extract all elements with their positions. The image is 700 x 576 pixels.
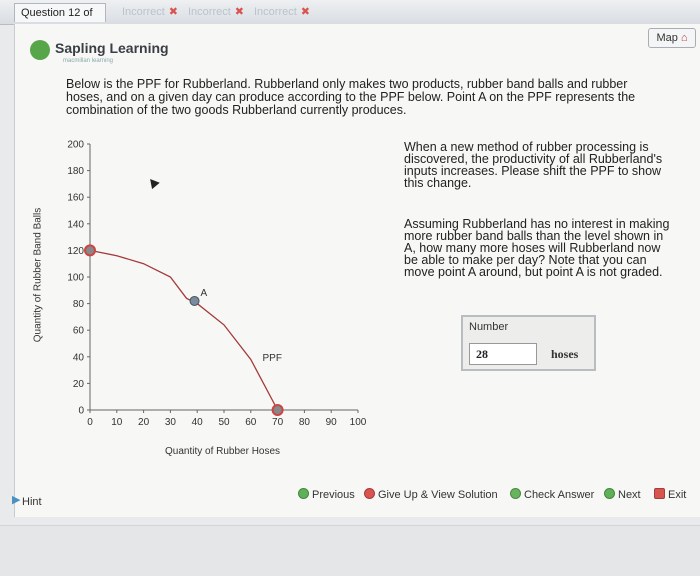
- y-tick-label: 40: [72, 352, 84, 364]
- check-answer-button[interactable]: [510, 488, 594, 502]
- y-tick-label: 20: [72, 378, 84, 390]
- hint-bulb-icon: ▶: [12, 494, 21, 506]
- y-tick-label: 160: [67, 192, 84, 204]
- give-up-label: Give Up & View Solution: [378, 489, 498, 501]
- x-tick-label: 0: [87, 417, 93, 428]
- ppf-series-label: PPF: [262, 352, 282, 364]
- map-label: Map: [656, 32, 678, 44]
- x-tick-label: 40: [191, 417, 203, 428]
- point-a-marker[interactable]: [190, 296, 199, 305]
- next-button[interactable]: [604, 488, 641, 502]
- incorrect-x-icon: ✖: [300, 6, 311, 18]
- instruction-shift-ppf: When a new method of rubber processing is discovered, the productivity of all Rubberland's inputs increases. Please shift the PPF to show this change.: [404, 140, 663, 190]
- previous-label: Previous: [312, 489, 355, 501]
- x-tick-label: 10: [111, 417, 123, 428]
- x-tick-label: 20: [138, 417, 150, 428]
- next-label: Next: [618, 489, 641, 501]
- x-tick-label: 70: [272, 417, 284, 428]
- tab-current-question[interactable]: Question 12 of: [14, 3, 106, 22]
- incorrect-x-icon: ✖: [234, 6, 245, 18]
- x-tick-label: 30: [164, 417, 176, 428]
- x-tick-label: 60: [245, 417, 257, 428]
- y-tick-label: 60: [72, 325, 84, 337]
- y-tick-label: 140: [67, 219, 84, 231]
- exit-button[interactable]: [654, 488, 686, 502]
- check-icon: [510, 488, 521, 499]
- x-tick-label: 80: [298, 417, 310, 428]
- attempt-status: Incorrect: [254, 6, 297, 18]
- answer-label: Number: [469, 321, 509, 333]
- y-tick-label: 80: [72, 299, 84, 311]
- answer-number-input[interactable]: 28: [469, 343, 537, 365]
- give-up-icon: [364, 488, 375, 499]
- ppf-endpoint-handle[interactable]: [273, 405, 283, 415]
- answer-box: [461, 315, 596, 371]
- logo-subtitle: macmillan learning: [63, 58, 114, 64]
- attempt-status: Incorrect: [188, 6, 231, 18]
- incorrect-x-icon: ✖: [168, 6, 179, 18]
- logo-title: Sapling Learning: [55, 40, 169, 56]
- exit-label: Exit: [668, 489, 687, 501]
- previous-icon: [298, 488, 309, 499]
- hint-button[interactable]: Hint: [22, 496, 42, 508]
- x-tick-label: 90: [325, 417, 337, 428]
- give-up-button[interactable]: [364, 488, 498, 502]
- exit-icon: [654, 488, 665, 499]
- y-tick-label: 200: [67, 139, 84, 151]
- instruction-how-many-hoses: Assuming Rubberland has no interest in making more rubber band balls than the level shown in A, how many more hoses will Rubberland now be able to make per day? Note that you can move point A around, but point A is not graded.: [404, 217, 670, 279]
- ppf-endpoint-handle[interactable]: [85, 245, 95, 255]
- map-icon: ⌂: [680, 32, 688, 44]
- y-tick-label: 180: [67, 166, 84, 178]
- bottom-strip: [0, 525, 700, 576]
- y-tick-label: 120: [67, 245, 84, 257]
- next-icon: [604, 488, 615, 499]
- y-tick-label: 0: [78, 405, 84, 417]
- x-tick-label: 100: [349, 417, 367, 428]
- y-axis-label: Quantity of Rubber Band Balls: [32, 207, 44, 343]
- question-intro: Below is the PPF for Rubberland. Rubberland only makes two products, rubber band balls and rubber hoses, and on a given day can produce according to the PPF below. Point A on the PPF represents the combination of the two goods Rubberland currently produces.: [66, 77, 636, 117]
- point-a-label: A: [200, 287, 208, 299]
- ppf-curve[interactable]: [90, 250, 278, 410]
- answer-unit: hoses: [551, 347, 579, 361]
- attempt-status: Incorrect: [122, 6, 165, 18]
- x-tick-label: 50: [218, 417, 230, 428]
- previous-button[interactable]: [298, 488, 355, 502]
- check-answer-label: Check Answer: [524, 489, 595, 501]
- x-axis-label: Quantity of Rubber Hoses: [165, 446, 281, 457]
- y-tick-label: 100: [67, 272, 84, 284]
